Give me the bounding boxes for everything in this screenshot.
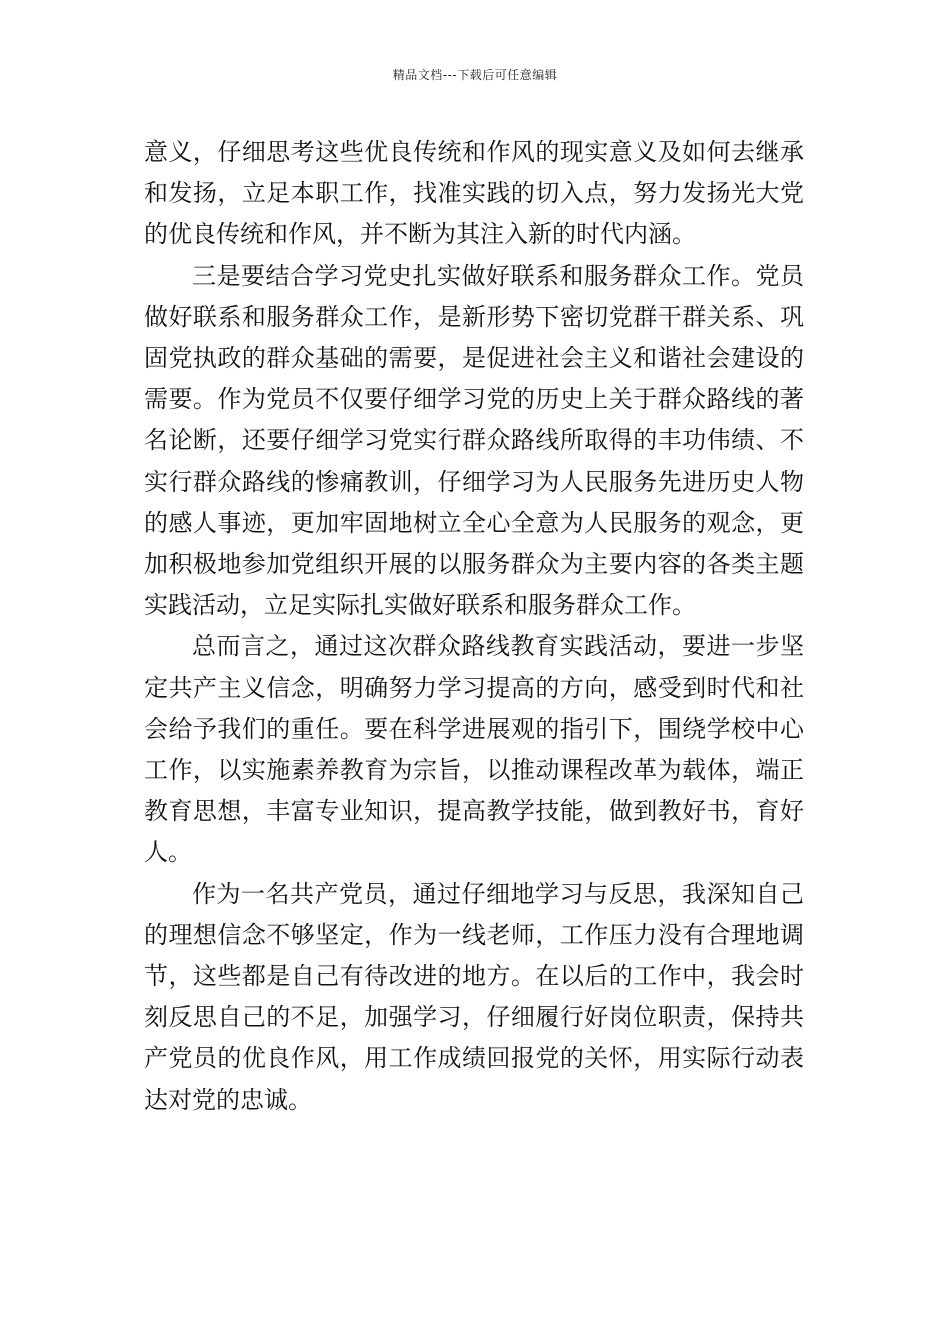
page-header: 精品文档---下载后可任意编辑 — [392, 68, 558, 82]
paragraph-third-point: 三是要结合学习党史扎实做好联系和服务群众工作。党员做好联系和服务群众工作，是新形势下密切党群干群关系、巩固党执政的群众基础的需要，是促进社会主义和谐社会建设的需要。作为党员不仅要仔细学习党的历史上关于群众路线的著名论断，还要仔细学习党实行群众路线所取得的丰功伟绩、不实行群众路线的惨痛教训，仔细学习为人民服务先进历史人物的感人事迹，更加牢固地树立全心全意为人民服务的观念，更加积极地参加党组织开展的以服务群众为主要内容的各类主题实践活动，立足实际扎实做好联系和服务群众工作。 — [144, 261, 804, 620]
document-body — [144, 132, 804, 1121]
paragraph-self-reflection: 作为一名共产党员，通过仔细地学习与反思，我深知自己的理想信念不够坚定，作为一线老师，工作压力没有合理地调节，这些都是自己有待改进的地方。在以后的工作中，我会时刻反思自己的不足，加强学习，仔细履行好岗位职责，保持共产党员的优良作风，用工作成绩回报党的关怀，用实际行动表达对党的忠诚。 — [144, 879, 804, 1114]
paragraph-summary: 总而言之，通过这次群众路线教育实践活动，要进一步坚定共产主义信念，明确努力学习提高的方向，感受到时代和社会给予我们的重任。要在科学进展观的指引下，围绕学校中心工作，以实施素养教育为宗旨，以推动课程改革为载体，端正教育思想，丰富专业知识，提高教学技能，做到教好书，育好人。 — [144, 632, 804, 867]
paragraph-continuation: 意义，仔细思考这些优良传统和作风的现实意义及如何去继承和发扬，立足本职工作，找准实践的切入点，努力发扬光大党的优良传统和作风，并不断为其注入新的时代内涵。 — [144, 138, 804, 249]
